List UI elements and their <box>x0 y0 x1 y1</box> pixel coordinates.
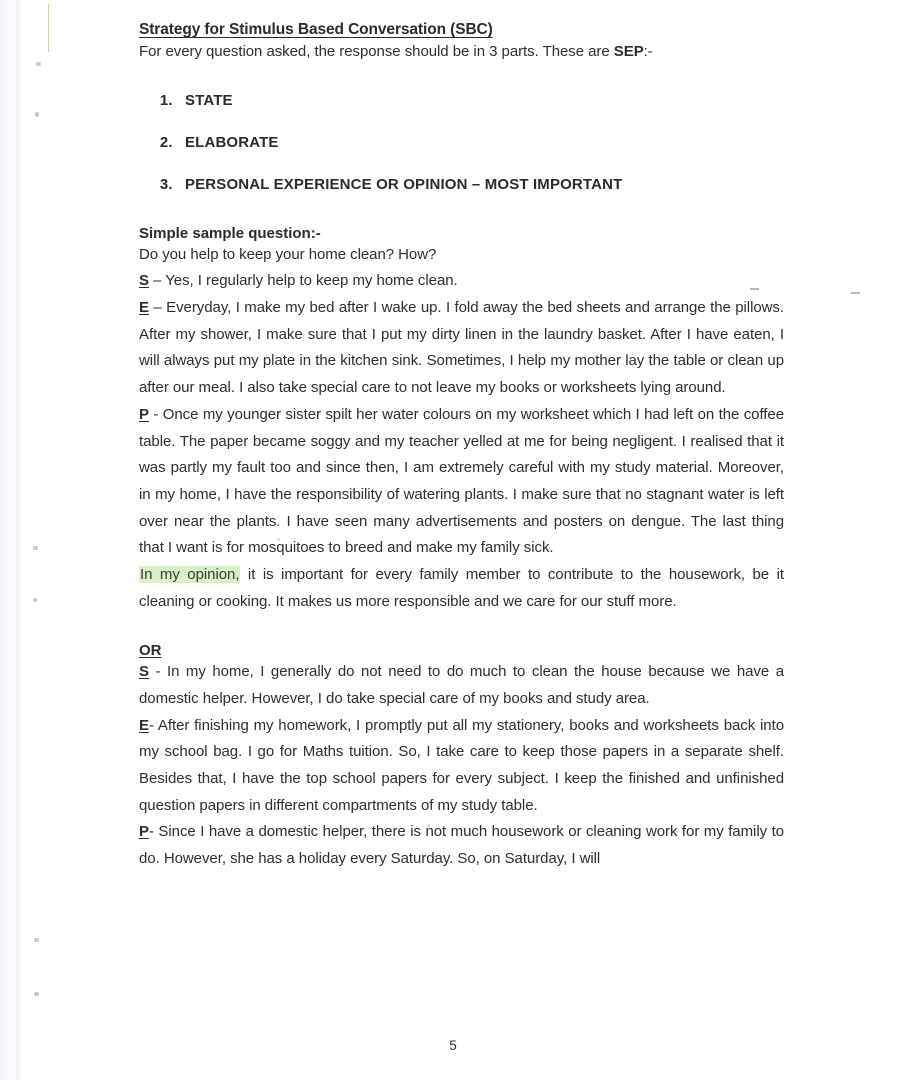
sep-list <box>139 92 784 193</box>
scan-edge-shadow-inner <box>14 0 21 1080</box>
scan-speck <box>34 938 39 942</box>
elaborate-text: Everyday, I make my bed after I wake up. I fold away the bed sheets and arrange the pillows. After my shower, I make sure that I put my dirty linen in the laundry basket. After I have eaten, I will always put my plate in the kitchen sink. Sometimes, I help my mother lay the table or clean up after our meal. I also take special care to not leave my books or worksheets lying around. <box>139 299 785 397</box>
sep-item-label: PERSONAL EXPERIENCE OR OPINION – MOST IMPORTANT <box>185 175 623 193</box>
answer-two-elaborate-paragraph <box>139 713 784 820</box>
scan-speck <box>36 62 41 66</box>
answer-two-state-paragraph <box>139 659 784 712</box>
alternative-divider <box>139 615 784 659</box>
opinion-text: it is important for every family member to contribute to the housework, be it cleaning or cooking. It makes us more responsible and we care for our stuff more. <box>139 565 784 610</box>
sep-item-label: ELABORATE <box>185 133 279 151</box>
intro-text-tail: :- <box>643 43 653 60</box>
intro-text-lead: For every question asked, the response should be in 3 parts. These are <box>139 43 614 60</box>
sample-question-heading: Simple sample question:- <box>139 224 321 242</box>
state-label: S <box>139 272 149 290</box>
or-label: OR <box>139 642 162 660</box>
binding-line-artifact <box>48 4 49 52</box>
scan-speck <box>35 112 39 117</box>
state-text: Yes, I regularly help to keep my home clean. <box>165 272 458 290</box>
sample-question-text: Do you help to keep your home clean? How? <box>139 245 437 263</box>
intro-bold-term: SEP <box>613 43 644 60</box>
personal-label: P <box>139 405 149 423</box>
elaborate-separator: – <box>148 299 167 317</box>
elaborate-label-alt: E <box>139 716 149 734</box>
state-label-alt: S <box>139 663 149 681</box>
highlighted-phrase: In my opinion, <box>140 565 240 583</box>
state-separator-alt: - <box>148 663 167 681</box>
sep-list-item-elaborate <box>177 134 784 151</box>
elaborate-text-alt: After finishing my homework, I promptly put all my stationery, books and worksheets back into my school bag. I go for Maths tuition. So, I take care to keep those papers in a separate shelf. Besides that, I have the top school papers for every subject. I keep the finished and unfinished question papers in different compartments of my study table. <box>139 716 784 814</box>
page-number: 5 <box>449 1038 457 1053</box>
scan-speck <box>33 598 37 602</box>
scan-edge-shadow <box>0 0 22 1080</box>
answer-one-elaborate-paragraph <box>139 295 784 402</box>
sep-list-item-state <box>177 92 784 109</box>
state-separator: – <box>148 272 166 290</box>
intro-paragraph <box>139 39 784 66</box>
personal-separator: - <box>148 405 163 423</box>
personal-separator-alt: - <box>148 823 159 841</box>
page-title: Strategy for Stimulus Based Conversation (SBC) <box>139 21 493 38</box>
answer-one-opinion-paragraph <box>139 562 784 615</box>
scan-speck <box>34 992 39 996</box>
sep-list-item-personal <box>177 176 784 193</box>
margin-mark <box>851 292 860 294</box>
sep-item-label: STATE <box>185 91 233 109</box>
elaborate-separator-alt: - <box>148 716 158 734</box>
personal-label-alt: P <box>139 823 149 841</box>
scan-speck <box>33 546 38 550</box>
document-body <box>139 0 784 873</box>
elaborate-label: E <box>139 299 149 317</box>
answer-one-state-paragraph <box>139 268 784 295</box>
personal-text: Once my younger sister spilt her water colours on my worksheet which I had left on the coffee table. The paper became soggy and my teacher yelled at me for being negligent. I realised that it was partly my fault too and since then, I am extremely careful with my study material. Moreover, in my home, I have the responsibility of watering plants. I make sure that no stagnant water is left over near the plants. I have seen many advertisements and posters on dengue. The last thing that I want is for mosquitoes to breed and make my family sick. <box>139 405 784 557</box>
personal-text-alt: Since I have a domestic helper, there is not much housework or cleaning work for my family to do. However, she has a holiday every Saturday. So, on Saturday, I will <box>139 823 784 868</box>
answer-one-personal-paragraph <box>139 402 784 562</box>
answer-two-personal-paragraph <box>139 819 784 872</box>
state-text-alt: In my home, I generally do not need to do much to clean the house because we have a domestic helper. However, I do take special care of my books and study area. <box>139 663 784 707</box>
